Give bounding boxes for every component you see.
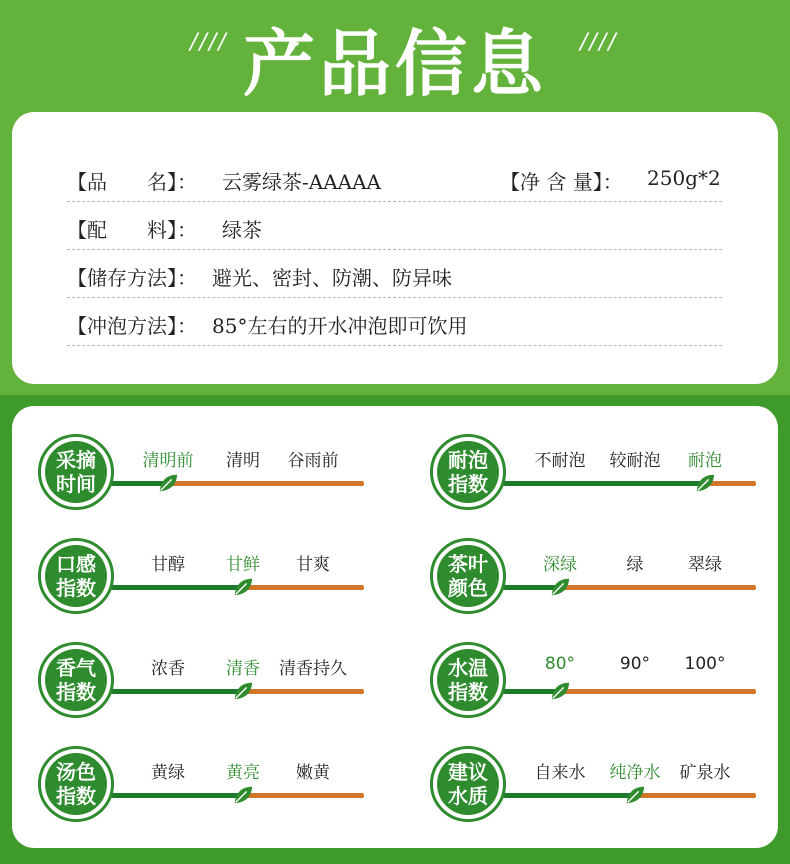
- decor-slashes-left: ////: [190, 30, 228, 55]
- index-option: 嫩黄: [296, 763, 330, 783]
- index-badge-line2: 水质: [448, 784, 488, 808]
- info-label: 【品 名】：: [67, 170, 197, 194]
- index-badge-line2: 指数: [448, 680, 488, 704]
- index-badge: [38, 642, 114, 718]
- index-option: 浓香: [151, 659, 185, 679]
- index-option-selected: 深绿: [543, 555, 577, 575]
- leaf-marker-icon: [549, 576, 571, 598]
- leaf-marker-icon: [694, 472, 716, 494]
- index-badge-line2: 指数: [56, 576, 96, 600]
- index-badge: [430, 746, 506, 822]
- index-item: [38, 434, 398, 524]
- info-value: 85°左右的开水冲泡即可饮用: [212, 314, 468, 338]
- index-badge-line2: 指数: [56, 680, 96, 704]
- info-row-ingredients: [67, 202, 722, 250]
- index-item: [38, 642, 398, 732]
- index-option: 清香持久: [279, 659, 347, 679]
- index-option-selected: 清香: [226, 659, 260, 679]
- index-item: [430, 538, 790, 628]
- leaf-marker-icon: [232, 576, 254, 598]
- info-value: 避光、密封、防潮、防异味: [212, 266, 452, 290]
- index-bar-remaining: [560, 585, 756, 590]
- index-badge-label: [437, 753, 499, 815]
- index-badge-line1: 香气: [56, 656, 96, 680]
- leaf-marker-icon: [549, 680, 571, 702]
- index-option: 谷雨前: [287, 451, 339, 471]
- index-badge-line1: 口感: [56, 552, 96, 576]
- index-badge: [38, 746, 114, 822]
- index-bar-remaining: [635, 793, 756, 798]
- info-row-name: [67, 154, 722, 202]
- leaf-marker-icon: [624, 784, 646, 806]
- index-badge-line1: 耐泡: [448, 448, 488, 472]
- index-option: 黄绿: [151, 763, 185, 783]
- index-item: [38, 746, 398, 836]
- index-option-selected: 清明前: [142, 451, 194, 471]
- index-badge-line1: 水温: [448, 656, 488, 680]
- index-badge: [38, 538, 114, 614]
- index-option: 不耐泡: [534, 451, 586, 471]
- index-badge-line1: 采摘: [56, 448, 96, 472]
- index-badge-line1: 茶叶: [448, 552, 488, 576]
- index-badge: [38, 434, 114, 510]
- index-bar-remaining: [168, 481, 364, 486]
- index-badge-line2: 时间: [56, 472, 96, 496]
- index-option-selected: 甘鲜: [226, 555, 260, 575]
- index-bar-filled: [104, 793, 243, 798]
- index-badge-line2: 颜色: [448, 576, 488, 600]
- index-item: [38, 538, 398, 628]
- index-badge-line1: 汤色: [56, 760, 96, 784]
- decor-slashes-right: ////: [580, 30, 618, 55]
- index-badge-label: [45, 753, 107, 815]
- index-option-selected: 80°: [544, 654, 576, 674]
- info-label: 【冲泡方法】：: [67, 314, 197, 338]
- product-info-card: [12, 112, 778, 384]
- index-badge: [430, 642, 506, 718]
- index-bar-filled: [496, 481, 705, 486]
- index-badge-label: [437, 649, 499, 711]
- index-option: 90°: [619, 654, 651, 674]
- index-option-selected: 黄亮: [226, 763, 260, 783]
- info-label-net: 【净 含 量】：: [500, 170, 623, 194]
- header: [0, 0, 790, 106]
- index-option: 较耐泡: [609, 451, 661, 471]
- index-badge: [430, 538, 506, 614]
- index-bar-remaining: [243, 689, 364, 694]
- index-bar-filled: [104, 689, 243, 694]
- index-badge-label: [45, 545, 107, 607]
- index-option: 甘爽: [296, 555, 330, 575]
- info-label: 【配 料】：: [67, 218, 197, 242]
- index-badge-label: [45, 649, 107, 711]
- index-option-selected: 纯净水: [609, 763, 661, 783]
- info-value: 绿茶: [222, 218, 262, 242]
- index-badge-label: [437, 545, 499, 607]
- index-option: 100°: [684, 654, 726, 674]
- index-badge: [430, 434, 506, 510]
- index-bar-filled: [496, 793, 635, 798]
- index-item: [430, 434, 790, 524]
- index-option: 矿泉水: [679, 763, 731, 783]
- index-option: 自来水: [534, 763, 586, 783]
- index-option: 翠绿: [688, 555, 722, 575]
- info-value-net: 250g*2: [647, 166, 721, 190]
- index-bar-filled: [104, 585, 243, 590]
- info-value: 云雾绿茶-AAAAA: [222, 170, 381, 194]
- index-option: 绿: [626, 555, 644, 575]
- index-option: 清明: [226, 451, 260, 471]
- leaf-marker-icon: [232, 784, 254, 806]
- leaf-marker-icon: [232, 680, 254, 702]
- index-badge-line2: 指数: [448, 472, 488, 496]
- info-row-storage: [67, 250, 722, 298]
- page-title: 产品信息: [242, 22, 547, 106]
- info-row-brewing: [67, 298, 722, 346]
- index-item: [430, 746, 790, 836]
- info-label: 【储存方法】：: [67, 266, 197, 290]
- index-badge-line2: 指数: [56, 784, 96, 808]
- index-badge-label: [437, 441, 499, 503]
- index-bar-remaining: [243, 793, 364, 798]
- index-option-selected: 耐泡: [688, 451, 722, 471]
- index-option: 甘醇: [151, 555, 185, 575]
- index-badge-label: [45, 441, 107, 503]
- leaf-marker-icon: [157, 472, 179, 494]
- index-bar-remaining: [560, 689, 756, 694]
- index-item: [430, 642, 790, 732]
- index-badge-line1: 建议: [448, 760, 488, 784]
- index-bar-remaining: [243, 585, 364, 590]
